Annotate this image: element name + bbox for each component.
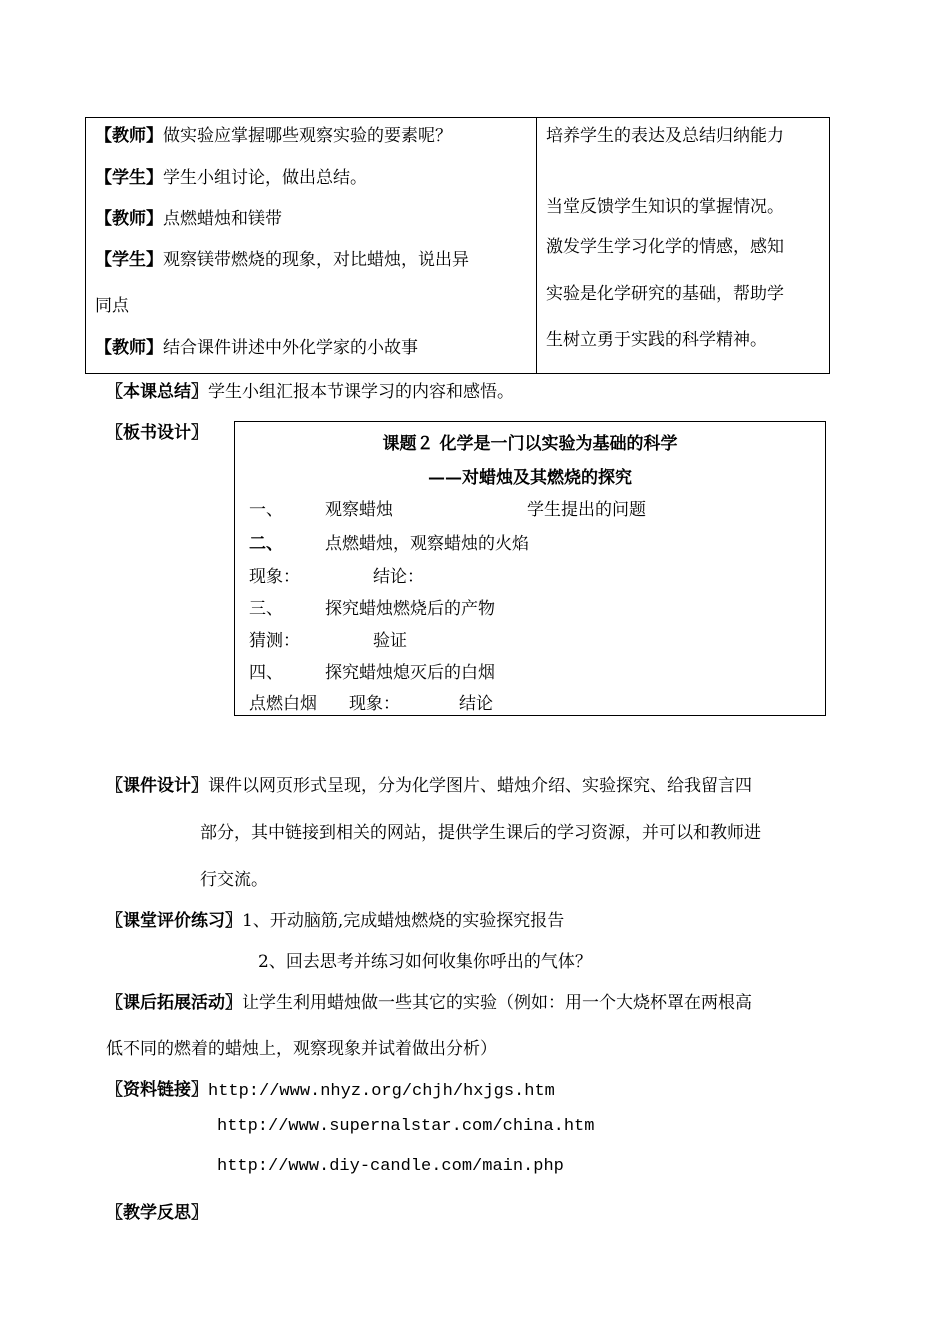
section-text: 1、开动脑筋,完成蜡烛燃烧的实验探究报告: [242, 911, 565, 931]
table-divider: [536, 118, 537, 373]
goal-text: 实验是化学研究的基础，帮助学: [546, 284, 784, 304]
role-tag: 【教师】: [95, 209, 163, 229]
role-tag: 【教师】: [95, 338, 163, 358]
board-design-box: [234, 421, 826, 716]
section-label: 〖资料链接〗: [106, 1080, 208, 1100]
board-item: 现象：: [349, 694, 400, 714]
board-item: 结论：: [373, 567, 424, 587]
board-title: 课题２ 化学是一门以实验为基础的科学: [382, 434, 678, 454]
board-item: 一、: [249, 500, 283, 520]
table-row: [95, 121, 452, 146]
section-text: 行交流。: [200, 870, 268, 890]
courseware-design: [106, 771, 752, 796]
resource-link[interactable]: http://www.supernalstar.com/china.htm: [217, 1117, 595, 1136]
table-row: [95, 204, 282, 229]
classroom-evaluation: [106, 906, 564, 931]
section-text: 让学生利用蜡烛做一些其它的实验（例如：用一个大烧杯罩在两根高: [242, 993, 752, 1013]
resource-link[interactable]: http://www.diy-candle.com/main.php: [217, 1157, 564, 1176]
goal-text: 生树立勇于实践的科学精神。: [546, 330, 767, 350]
table-row: [95, 333, 418, 358]
table-row: [95, 291, 129, 316]
section-label: 〖本课总结〗: [106, 382, 208, 402]
row-text: 做实验应掌握哪些观察实验的要素呢？: [163, 126, 452, 146]
board-item: 点燃白烟: [249, 694, 317, 714]
extension-activity: [106, 988, 752, 1013]
board-item: 点燃蜡烛，观察蜡烛的火焰: [325, 534, 529, 554]
section-label: 〖课后拓展活动〗: [106, 993, 242, 1013]
resource-links: [106, 1075, 555, 1101]
section-text: 课件以网页形式呈现，分为化学图片、蜡烛介绍、实验探究、给我留言四: [208, 776, 752, 796]
row-text: 同点: [95, 296, 129, 316]
board-item: 探究蜡烛燃烧后的产物: [325, 599, 495, 619]
row-text: 学生小组讨论，做出总结。: [163, 168, 367, 188]
section-label: 〖课件设计〗: [106, 776, 208, 796]
board-item: 验证: [373, 631, 407, 651]
board-item: 探究蜡烛熄灭后的白烟: [325, 663, 495, 683]
section-text: 学生小组汇报本节课学习的内容和感悟。: [208, 382, 514, 402]
goal-text: 激发学生学习化学的情感，感知: [546, 237, 784, 257]
section-label: 〖板书设计〗: [106, 423, 208, 443]
resource-link[interactable]: http://www.nhyz.org/chjh/hxjgs.htm: [208, 1082, 555, 1101]
row-text: 点燃蜡烛和镁带: [163, 209, 282, 229]
board-item: 结论: [459, 694, 493, 714]
table-row: [95, 245, 469, 270]
goal-text: 培养学生的表达及总结归纳能力: [546, 126, 784, 146]
row-text: 观察镁带燃烧的现象，对比蜡烛，说出异: [163, 250, 469, 270]
role-tag: 【学生】: [95, 250, 163, 270]
section-text: 2、回去思考并练习如何收集你呼出的气体？: [258, 952, 592, 972]
section-text: 部分，其中链接到相关的网站，提供学生课后的学习资源，并可以和教师进: [200, 823, 761, 843]
section-label: 〖教学反思〗: [106, 1203, 208, 1223]
section-label: 〖课堂评价练习〗: [106, 911, 242, 931]
goal-text: 当堂反馈学生知识的掌握情况。: [546, 197, 784, 217]
board-item: 现象：: [249, 567, 300, 587]
table-row: [95, 163, 367, 188]
row-text: 结合课件讲述中外化学家的小故事: [163, 338, 418, 358]
role-tag: 【学生】: [95, 168, 163, 188]
board-subtitle: ——对蜡烛及其燃烧的探究: [428, 468, 632, 488]
lesson-summary: [106, 377, 514, 402]
board-item: 二、: [249, 534, 283, 554]
board-item: 学生提出的问题: [527, 500, 646, 520]
board-item: 猜测：: [249, 631, 300, 651]
board-item: 四、: [249, 663, 283, 683]
role-tag: 【教师】: [95, 126, 163, 146]
section-text: 低不同的燃着的蜡烛上，观察现象并试着做出分析）: [106, 1039, 497, 1059]
board-item: 观察蜡烛: [325, 500, 393, 520]
board-item: 三、: [249, 599, 283, 619]
